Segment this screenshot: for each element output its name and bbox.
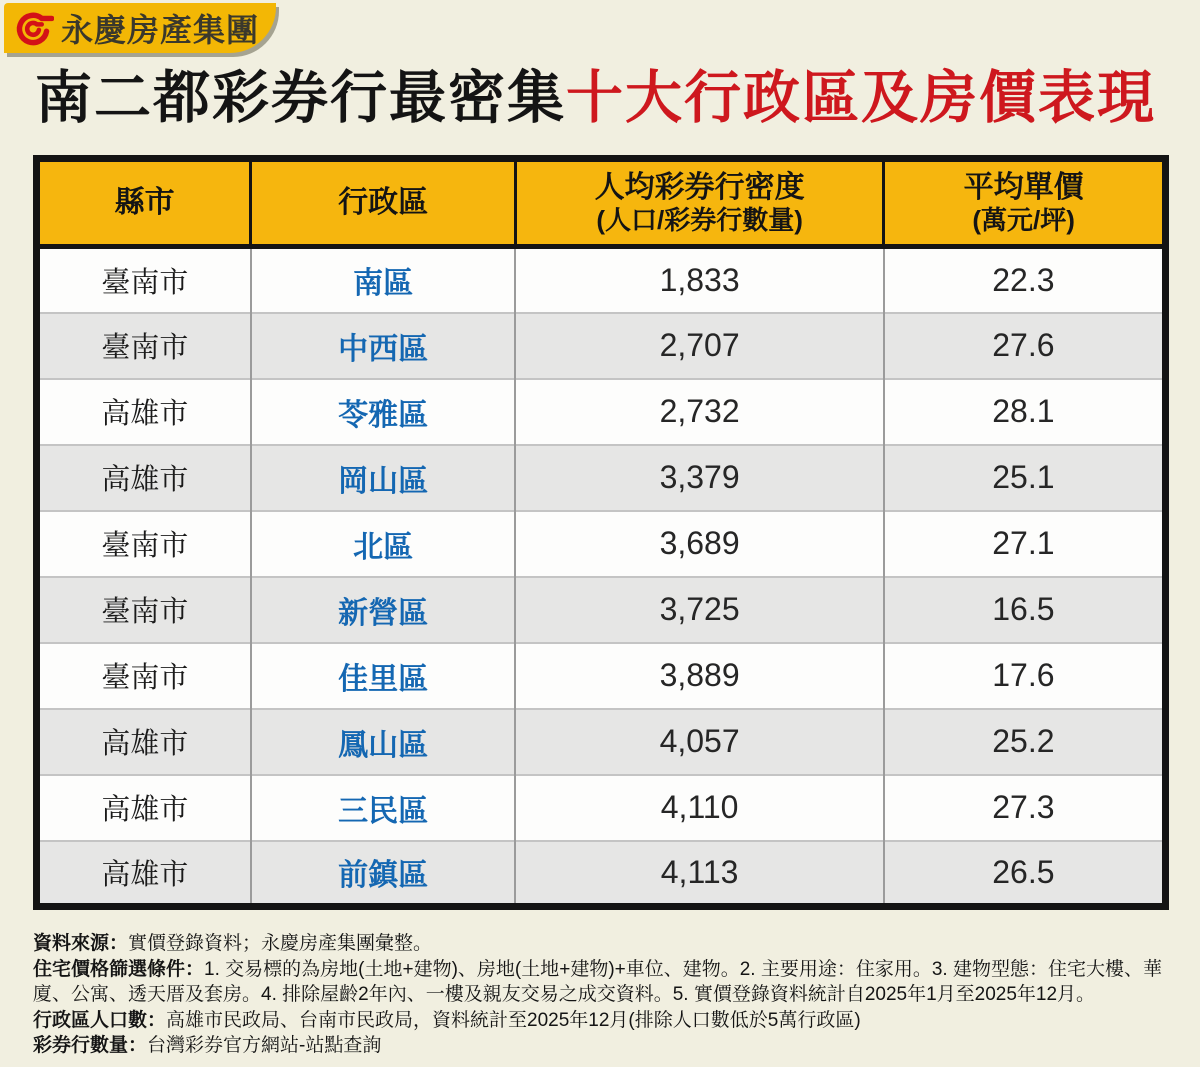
district-cell: 佳里區: [251, 643, 516, 709]
price-cell: 22.3: [884, 247, 1166, 313]
density-cell: 3,379: [515, 445, 883, 511]
footnote-source-label: 資料來源：: [33, 933, 129, 954]
page-title: [35, 66, 1156, 132]
header-district: [251, 159, 516, 247]
footnote-filter-criteria: [33, 957, 1175, 1008]
city-cell: 高雄市: [37, 709, 251, 775]
header-city-label: 縣市: [114, 186, 175, 219]
footnote-source: [33, 931, 1175, 957]
footnote-lottery-text: 台灣彩券官方網站-站點查詢: [147, 1035, 382, 1056]
table-row: [37, 643, 1166, 709]
title-red-segment: 十大行政區及房價表現: [566, 66, 1156, 130]
price-cell: 27.6: [884, 313, 1166, 379]
price-cell: 16.5: [884, 577, 1166, 643]
header-price-sublabel: (萬元/坪): [972, 205, 1075, 236]
density-cell: 1,833: [515, 247, 883, 313]
footnote-source-text: 實價登錄資料；永慶房產集團彙整。: [128, 933, 433, 954]
density-cell: 3,689: [515, 511, 883, 577]
table-row: [37, 247, 1166, 313]
footnote-filter-text: 1. 交易標的為房地(土地+建物)、房地(土地+建物)+車位、建物。2. 主要用途：住家用。3. 建物型態：住宅大樓、華廈、公寓、透天厝及套房。4. 排除屋齡2年內、一樓及親友交易之成交資料。5. 實價登錄資料統計自2025年1月至2025年12月。: [33, 958, 1162, 1005]
district-cell: 三民區: [251, 775, 516, 841]
price-cell: 25.1: [884, 445, 1166, 511]
city-cell: 臺南市: [37, 643, 251, 709]
header-price: [884, 159, 1166, 247]
table-row: [37, 445, 1166, 511]
price-cell: 28.1: [884, 379, 1166, 445]
table-header: [37, 159, 1166, 247]
city-cell: 高雄市: [37, 775, 251, 841]
header-density-label: 人均彩券行密度: [594, 171, 805, 205]
district-cell: 岡山區: [251, 445, 516, 511]
district-cell: 南區: [251, 247, 516, 313]
footnotes: [33, 931, 1175, 1059]
district-cell: 鳳山區: [251, 709, 516, 775]
price-cell: 25.2: [884, 709, 1166, 775]
table-row: [37, 841, 1166, 907]
footnote-population-text: 高雄市民政局、台南市民政局，資料統計至2025年12月(排除人口數低於5萬行政區): [166, 1009, 861, 1031]
density-cell: 3,889: [515, 643, 883, 709]
brand-name: 永慶房產集團: [61, 12, 260, 48]
footnote-population: [33, 1008, 1175, 1034]
city-cell: 高雄市: [37, 445, 251, 511]
city-cell: 高雄市: [37, 841, 251, 907]
district-cell: 苓雅區: [251, 379, 516, 445]
table-row: [37, 379, 1166, 445]
table-row: [37, 511, 1166, 577]
price-cell: 27.3: [884, 775, 1166, 841]
header-density-sublabel: (人口/彩券行數量): [596, 205, 803, 236]
header-city: [37, 159, 251, 247]
table-row: [37, 577, 1166, 643]
table-row: [37, 775, 1166, 841]
city-cell: 臺南市: [37, 313, 251, 379]
brand-badge: [4, 3, 276, 53]
density-cell: 4,113: [515, 841, 883, 907]
district-cell: 北區: [251, 511, 516, 577]
footnote-lottery-count: [33, 1033, 1175, 1059]
table-row: [37, 709, 1166, 775]
title-black-segment: 南二都彩券行最密集: [35, 66, 566, 130]
price-cell: 17.6: [884, 643, 1166, 709]
density-cell: 4,057: [515, 709, 883, 775]
density-cell: 3,725: [515, 577, 883, 643]
footnote-filter-label: 住宅價格篩選條件：: [33, 958, 205, 980]
footnote-population-label: 行政區人口數：: [33, 1009, 167, 1031]
header-district-label: 行政區: [338, 186, 429, 219]
price-cell: 27.1: [884, 511, 1166, 577]
city-cell: 臺南市: [37, 577, 251, 643]
header-price-label: 平均單價: [963, 171, 1084, 205]
city-cell: 高雄市: [37, 379, 251, 445]
district-cell: 前鎮區: [251, 841, 516, 907]
district-cell: 新營區: [251, 577, 516, 643]
density-cell: 2,707: [515, 313, 883, 379]
district-cell: 中西區: [251, 313, 516, 379]
district-price-table: [33, 155, 1169, 910]
table-header-row: [37, 159, 1166, 247]
header-density: [515, 159, 883, 247]
table-body: [37, 247, 1166, 907]
density-cell: 4,110: [515, 775, 883, 841]
yungching-logo-icon: [14, 8, 54, 48]
city-cell: 臺南市: [37, 247, 251, 313]
table-row: [37, 313, 1166, 379]
density-cell: 2,732: [515, 379, 883, 445]
price-cell: 26.5: [884, 841, 1166, 907]
footnote-lottery-label: 彩券行數量：: [33, 1035, 148, 1056]
city-cell: 臺南市: [37, 511, 251, 577]
